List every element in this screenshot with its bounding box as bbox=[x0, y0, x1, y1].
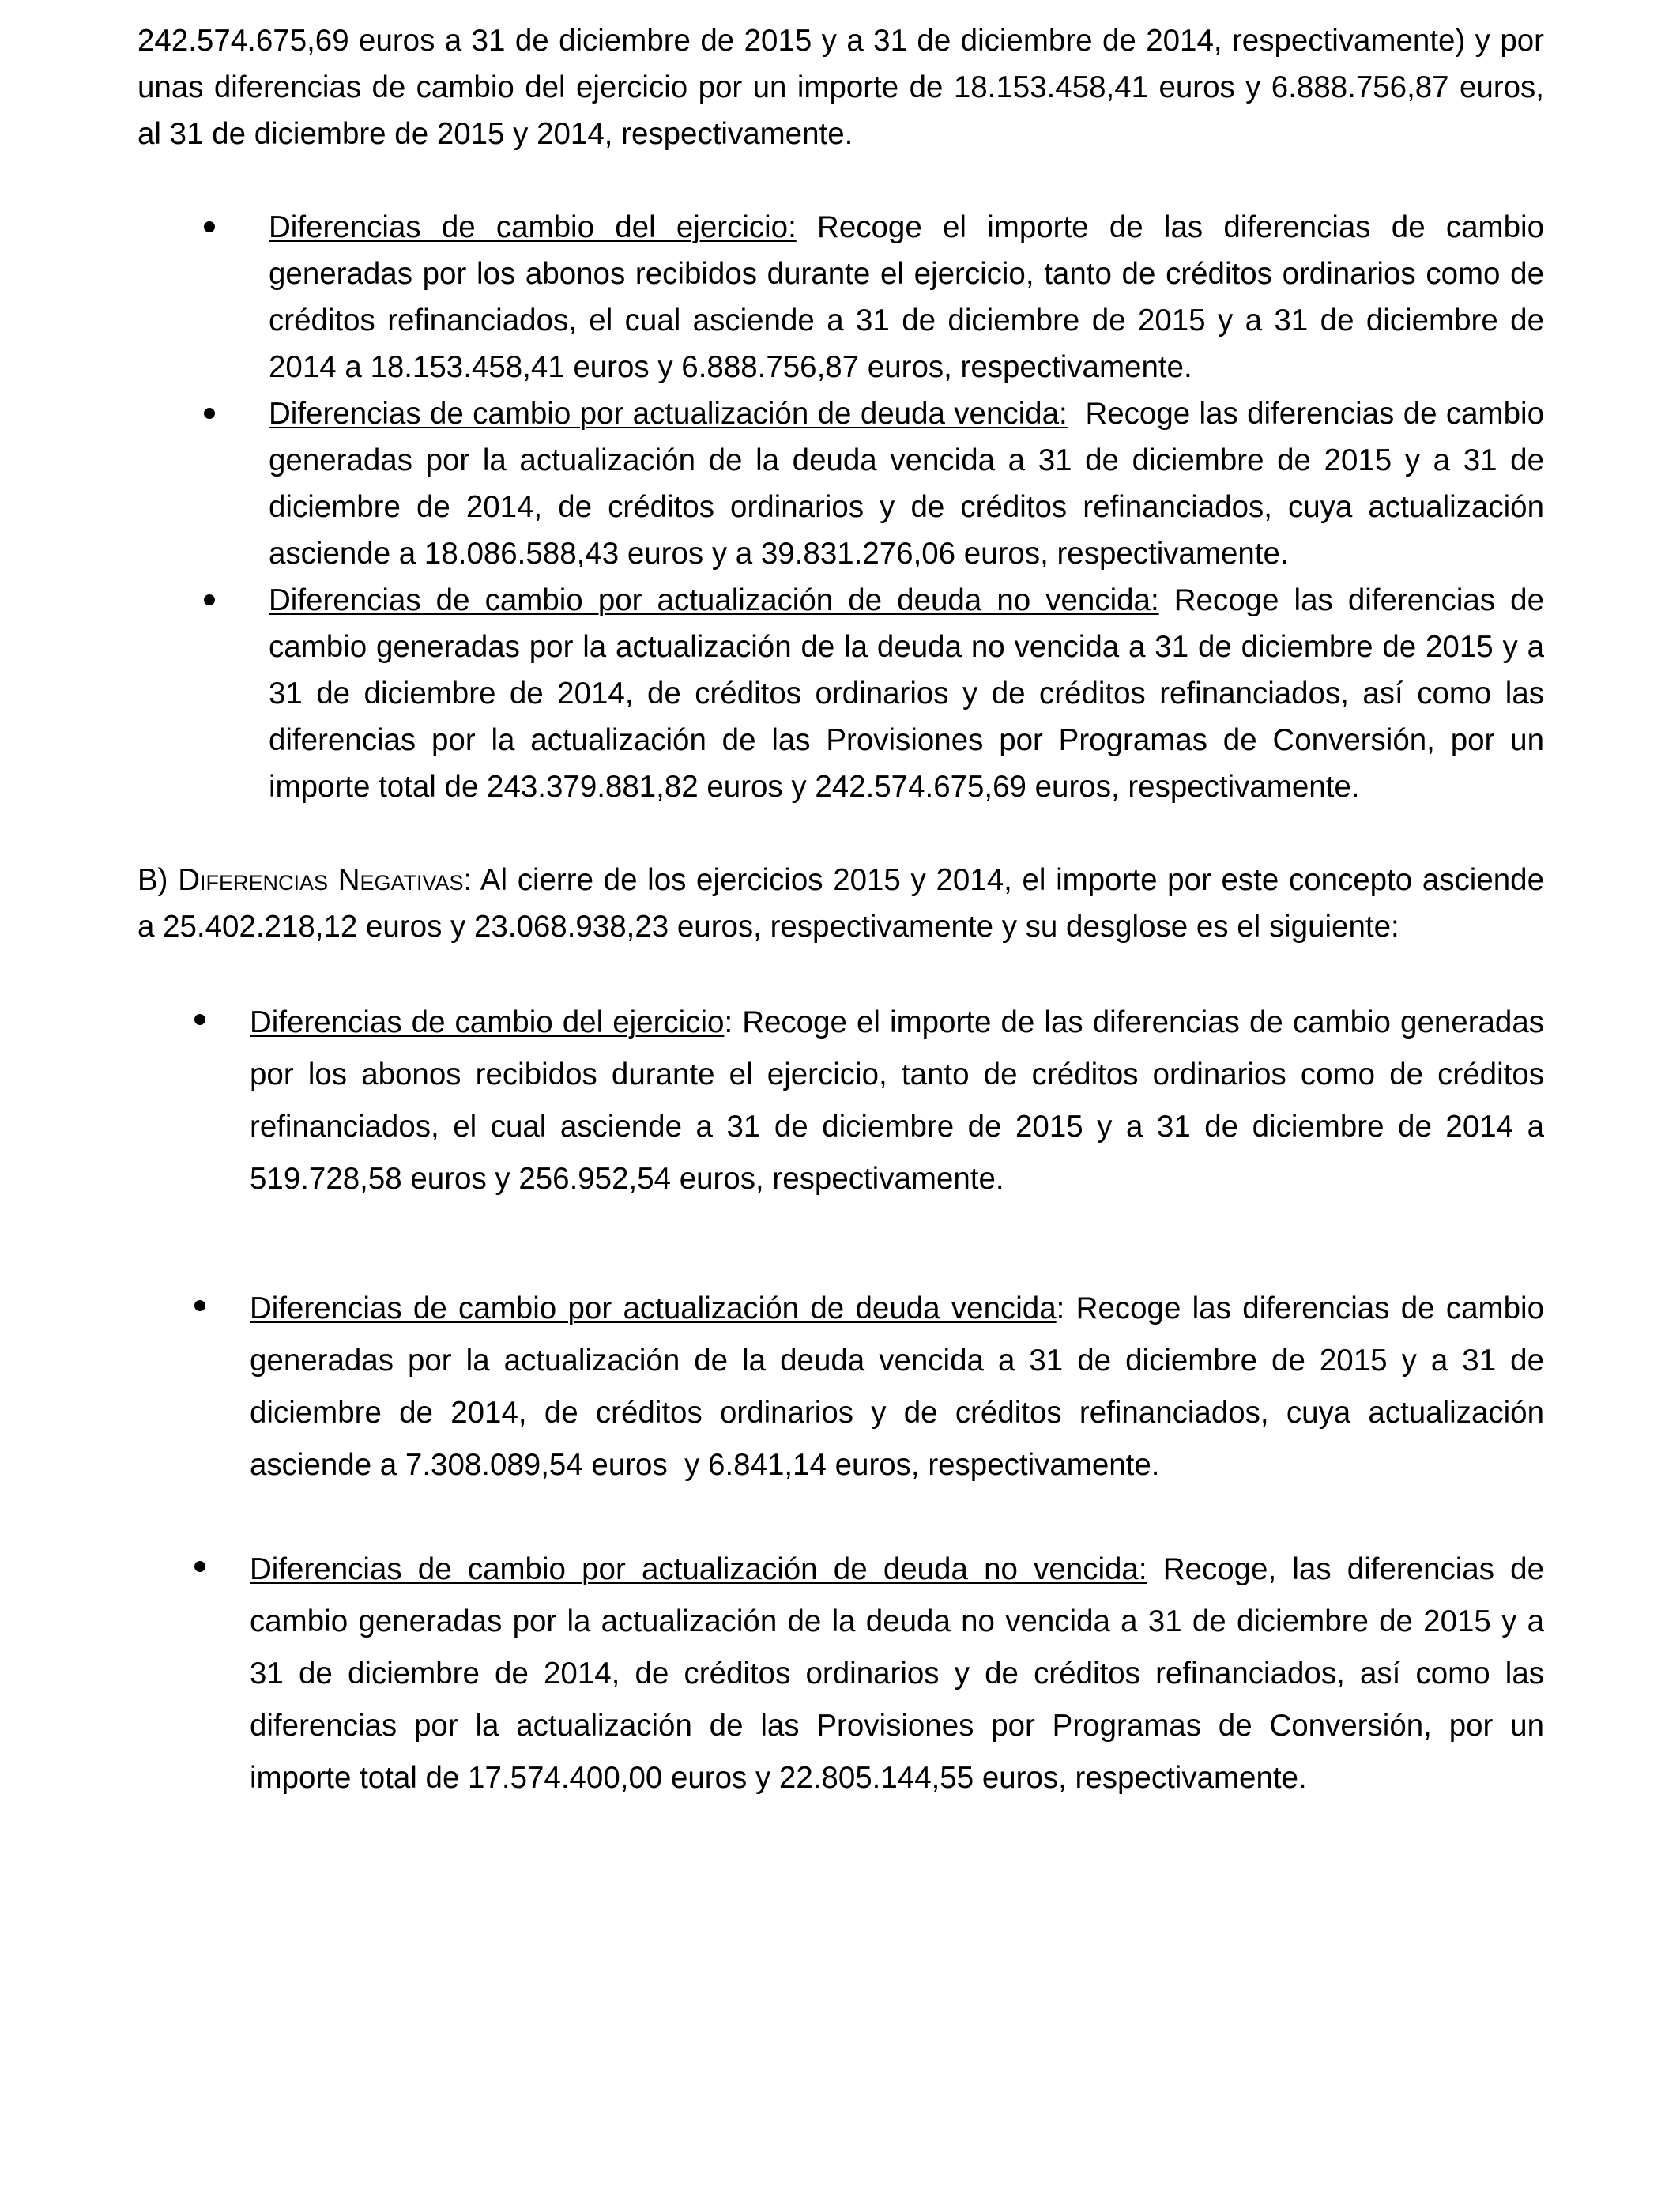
negative-differences-paragraph bbox=[137, 857, 1544, 950]
bullet-icon bbox=[194, 1014, 205, 1025]
section-prefix: B) bbox=[137, 863, 179, 897]
section-title: Diferencias Negativas bbox=[178, 863, 464, 897]
item-heading: Diferencias de cambio por actualización de deuda vencida bbox=[250, 1291, 1057, 1325]
bullet-icon bbox=[194, 1561, 205, 1572]
bullet-icon bbox=[204, 408, 215, 419]
item-heading: Diferencias de cambio del ejercicio: bbox=[269, 210, 797, 244]
item-text: Recoge las diferencias de cambio generadas por la actualización de la deuda no vencida a 31 de diciembre de 2015 y a 31 de diciembre de 2014, de créditos ordinarios y de créditos refinanciados, así como las diferencias por la actualización de las Provisiones por Programas de Conversión, por un importe total de 243.379.881,82 euros y 242.574.675,69 euros, respectivamente. bbox=[269, 583, 1544, 804]
bullet-icon bbox=[204, 221, 215, 232]
list-item bbox=[137, 997, 1544, 1205]
item-text: : Recoge las diferencias de cambio generadas por la actualización de la deuda vencida a 31 de diciembre de 2015 y a 31 de diciembre de 2014, de créditos ordinarios y de créditos refinanciados, cuya actualización asciende a 7.308.089,54 euros y 6.841,14 euros, respectivamente. bbox=[250, 1291, 1553, 1482]
list-item bbox=[137, 1283, 1553, 1491]
list-item bbox=[137, 204, 1544, 390]
bullet-icon bbox=[204, 594, 215, 605]
intro-paragraph: 242.574.675,69 euros a 31 de diciembre de 2015 y a 31 de diciembre de 2014, respectivamente) y por unas diferencias de cambio del ejercicio por un importe de 18.153.458,41 euros y 6.888.756,87 euros, al 31 de diciembre de 2015 y 2014, respectivamente. bbox=[137, 24, 1544, 151]
item-heading: Diferencias de cambio por actualización de deuda vencida: bbox=[269, 397, 1068, 431]
negative-differences-list bbox=[137, 997, 1553, 1804]
list-item bbox=[137, 390, 1553, 577]
section-text: : Al cierre de los ejercicios 2015 y 2014, el importe por este concepto asciende a 25.402.218,12 euros y 23.068.938,23 euros, respectivamente y su desglose es el siguiente: bbox=[137, 863, 1544, 944]
positive-differences-list bbox=[137, 204, 1553, 810]
document-page bbox=[137, 17, 1553, 1804]
bullet-icon bbox=[194, 1300, 205, 1311]
item-text: Recoge el importe de las diferencias de cambio generadas por los abonos recibidos durante el ejercicio, tanto de créditos ordinarios como de créditos refinanciados, el cual asciende a 31 de diciembre de 2015 y a 31 de diciembre de 2014 a 18.153.458,41 euros y 6.888.756,87 euros, respectivamente. bbox=[269, 210, 1544, 384]
item-text: Recoge las diferencias de cambio generadas por la actualización de la deuda vencida a 31 de diciembre de 2015 y a 31 de diciembre de 2014, de créditos ordinarios y de créditos refinanciados, cuya actualización asciende a 18.086.588,43 euros y a 39.831.276,06 euros, respectivamente. bbox=[269, 397, 1553, 571]
item-heading: Diferencias de cambio del ejercicio bbox=[250, 1005, 725, 1039]
item-heading: Diferencias de cambio por actualización de deuda no vencida: bbox=[250, 1552, 1147, 1586]
list-item bbox=[137, 577, 1544, 810]
item-heading: Diferencias de cambio por actualización de deuda no vencida: bbox=[269, 583, 1159, 617]
item-text: Recoge, las diferencias de cambio generadas por la actualización de la deuda no vencida a 31 de diciembre de 2015 y a 31 de diciembre de 2014, de créditos ordinarios y de créditos refinanciados, así como las diferencias por la actualización de las Provisiones por Programas de Conversión, por un importe total de 17.574.400,00 euros y 22.805.144,55 euros, respectivamente. bbox=[250, 1552, 1544, 1795]
item-text: : Recoge el importe de las diferencias de cambio generadas por los abonos recibidos durante el ejercicio, tanto de créditos ordinarios como de créditos refinanciados, el cual asciende a 31 de diciembre de 2015 y a 31 de diciembre de 2014 a 519.728,58 euros y 256.952,54 euros, respectivamente. bbox=[250, 1005, 1545, 1196]
list-item bbox=[137, 1544, 1544, 1804]
